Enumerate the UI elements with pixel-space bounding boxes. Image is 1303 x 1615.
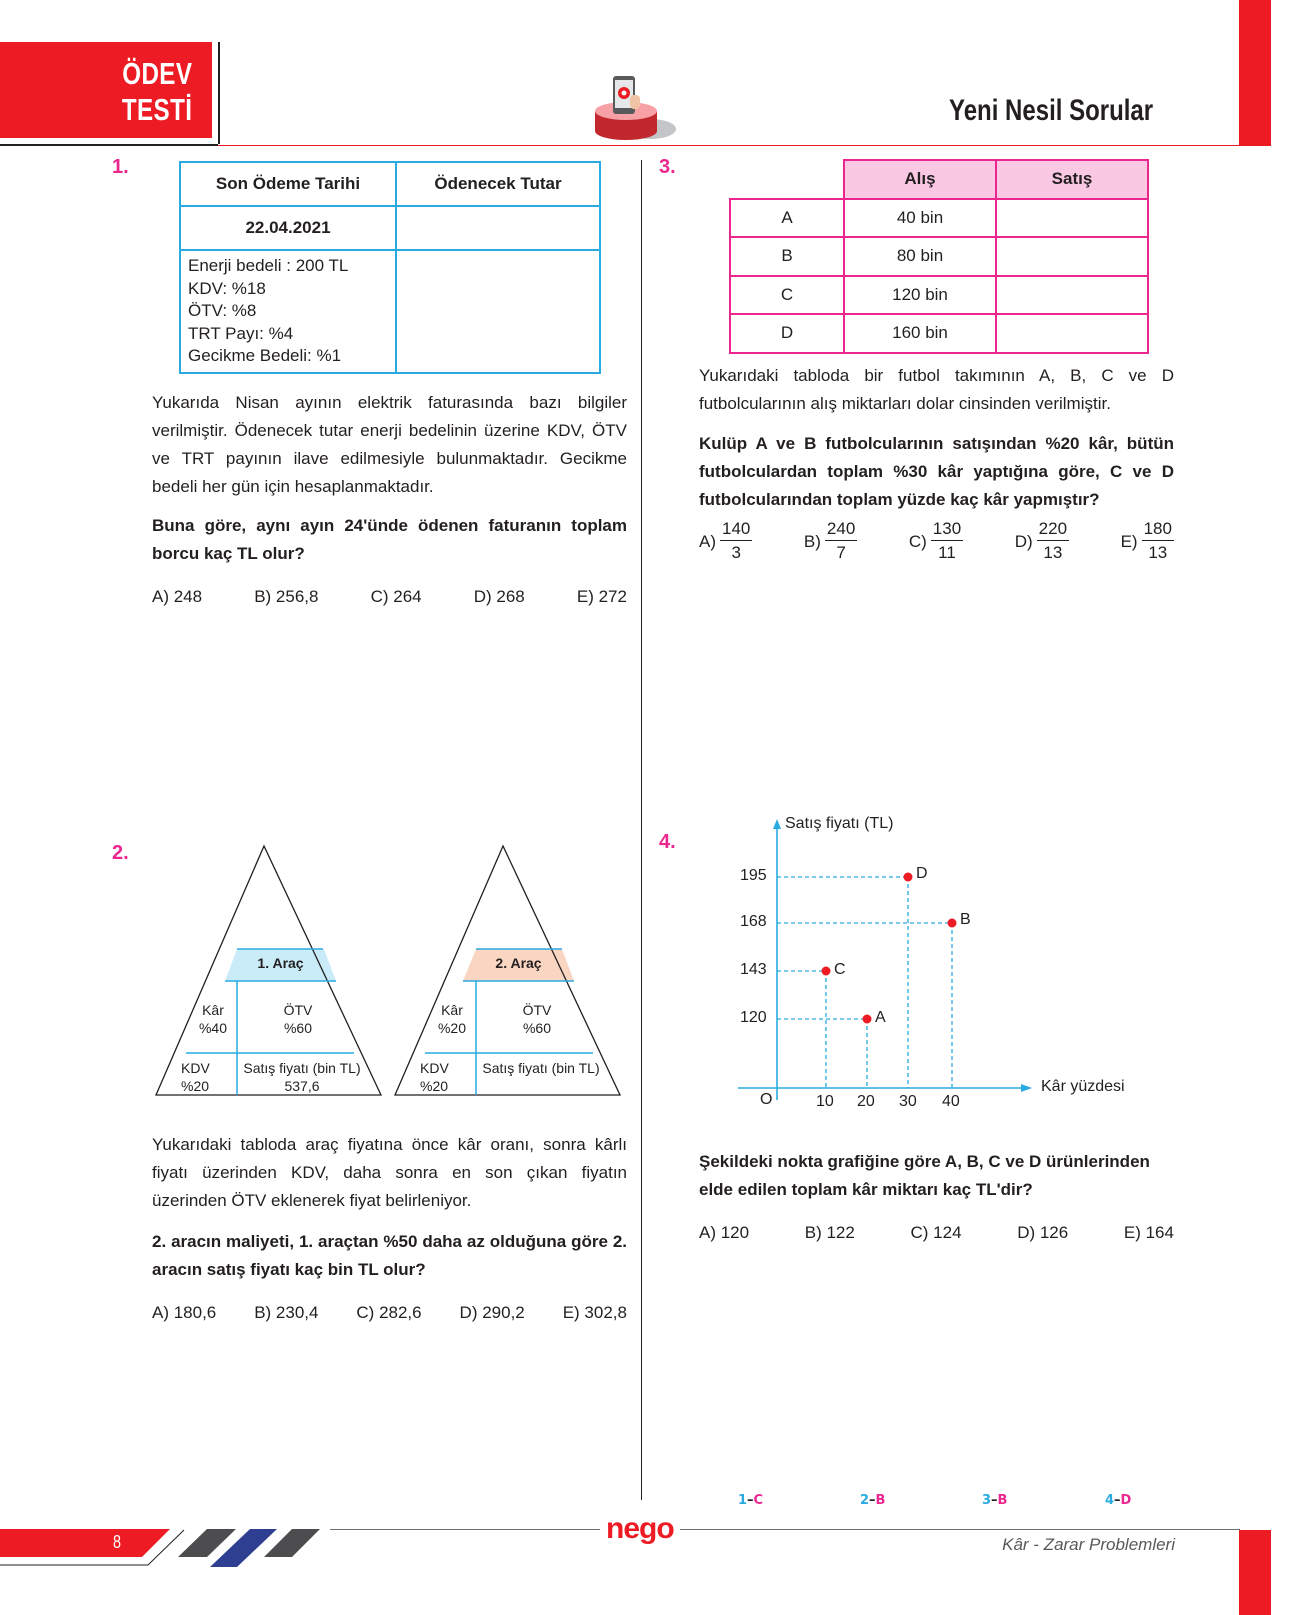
question-1-prompt: Buna göre, aynı ayın 24'ünde ödenen faturanın toplam borcu kaç TL olur?	[152, 516, 627, 563]
choice-d[interactable]: D) 290,2	[459, 1303, 525, 1322]
y-axis-label: Satış fiyatı (TL)	[785, 815, 894, 832]
answer-key-1: 1–C	[738, 1493, 764, 1508]
question-3-choices	[699, 518, 1174, 565]
x-tick: 20	[857, 1093, 875, 1110]
fraction: $\frac{130}{11}$	[932, 519, 962, 562]
table-header-satis: Satış	[996, 160, 1148, 199]
point-label-d: D	[916, 865, 928, 882]
x-tick: 40	[942, 1093, 960, 1110]
x-tick: 10	[816, 1093, 834, 1110]
choice-a[interactable]: A) 248	[152, 587, 203, 606]
right-edge-bar	[1239, 0, 1271, 146]
vehicle-2-price: Satış fiyatı (bin TL)	[482, 1060, 600, 1076]
table-row: B 80 bin	[730, 237, 1148, 276]
table-row: D 160 bin	[730, 314, 1148, 353]
fraction: $\frac{220}{13}$	[1038, 519, 1068, 562]
page-number: 8	[113, 1532, 122, 1552]
fraction: $\frac{140}{3}$	[722, 519, 751, 562]
choice-c[interactable]: C) 124	[910, 1223, 962, 1242]
vehicle-1-price: Satış fiyatı (bin TL) 537,6	[243, 1060, 361, 1094]
section-title: Yeni Nesil Sorular	[948, 94, 1153, 127]
header-badge-border	[218, 42, 220, 144]
detail-otv: ÖTV: %8	[188, 301, 257, 320]
header-badge-text: ÖDEV TESTİ	[121, 56, 192, 127]
detail-trt: TRT Payı: %4	[188, 323, 294, 343]
choice-d[interactable]: D) $\frac{220}{13}$	[1015, 518, 1069, 565]
table-row: C 120 bin	[730, 276, 1148, 315]
players-table	[729, 159, 1149, 354]
scatter-chart	[730, 815, 1150, 1115]
choice-d[interactable]: D) 126	[1017, 1223, 1069, 1242]
header-badge	[0, 42, 212, 138]
table-header-amount: Ödenecek Tutar	[396, 162, 600, 206]
choice-e[interactable]: E) 164	[1123, 1223, 1174, 1242]
vehicle-2-profit: Kâr %20	[437, 1002, 467, 1036]
vehicle-2-otv: ÖTV %60	[522, 1002, 552, 1036]
bill-details	[180, 250, 396, 373]
question-4-number: 4.	[659, 831, 676, 853]
answer-key-3: 3–B	[982, 1493, 1008, 1508]
choice-c[interactable]: C) 264	[370, 587, 422, 606]
choice-e[interactable]: E) 272	[576, 587, 627, 606]
question-3-prompt: Kulüp A ve B futbolcularının satışından %20 kâr, bütün futbolculardan toplam %30 kâr yaptığına göre, C ve D futbolcularından toplam yüzde kaç kâr yapmıştır?	[699, 434, 1174, 509]
question-4-choices	[699, 1223, 1174, 1243]
choice-b[interactable]: B) $\frac{240}{7}$	[804, 518, 857, 565]
question-2-number: 2.	[112, 842, 129, 864]
detail-late-fee: Gecikme Bedeli: %1	[188, 346, 342, 365]
publisher-logo: nego	[600, 1512, 680, 1546]
answer-key-4: 4–D	[1105, 1493, 1132, 1508]
column-divider	[641, 160, 642, 1500]
point-label-c: C	[834, 961, 846, 978]
choice-b[interactable]: B) 122	[804, 1223, 855, 1242]
header-rule-left	[0, 144, 218, 146]
question-3-text: Yukarıdaki tabloda bir futbol takımının A, B, C ve D futbolcularının alış miktarları dolar cinsinden verilmiştir.	[699, 366, 1174, 413]
vehicle-pyramids	[153, 843, 623, 1103]
point-label-b: B	[960, 911, 971, 928]
vehicle-1-title: 1. Araç	[257, 955, 304, 971]
choice-a[interactable]: A) 120	[699, 1223, 750, 1242]
y-tick: 195	[740, 867, 767, 884]
details-empty-cell	[396, 250, 600, 373]
choice-c[interactable]: C) $\frac{130}{11}$	[909, 518, 963, 565]
vehicle-2-title: 2. Araç	[495, 955, 542, 971]
table-header-alis: Alış	[844, 160, 996, 199]
y-tick: 120	[740, 1009, 767, 1026]
vehicle-2-kdv: KDV %20	[420, 1060, 449, 1094]
bill-table	[179, 161, 601, 374]
footer-stripes	[0, 1529, 330, 1569]
fraction: $\frac{180}{13}$	[1143, 519, 1172, 562]
answer-key-2: 2–B	[860, 1493, 886, 1508]
question-1-choices	[152, 587, 627, 607]
fraction: $\frac{240}{7}$	[826, 519, 856, 562]
y-tick: 168	[740, 913, 767, 930]
question-2-text: Yukarıdaki tabloda araç fiyatına önce kâr oranı, sonra kârlı fiyatı üzerinden KDV, daha sonra en son çıkan fiyatın üzerinden ÖTV eklenerek fiyat belirleniyor.	[152, 1135, 627, 1210]
question-2-choices	[152, 1303, 627, 1323]
vehicle-1-otv: ÖTV %60	[283, 1002, 313, 1036]
question-3-number: 3.	[659, 156, 676, 178]
point-label-a: A	[875, 1009, 886, 1026]
choice-e[interactable]: E) 302,8	[562, 1303, 627, 1322]
vehicle-1-profit: Kâr %40	[198, 1002, 228, 1036]
question-1-text: Yukarıda Nisan ayının elektrik faturasında bazı bilgiler verilmiştir. Ödenecek tutar enerji bedelinin üzerine KDV, ÖTV ve TRT payının ilave edilmesiyle bulunmaktadır. Gecikme bedeli her gün için hesaplanmaktadır.	[152, 393, 627, 496]
amount-empty-cell	[396, 206, 600, 250]
question-2-prompt: 2. aracın maliyeti, 1. araçtan %50 daha az olduğuna göre 2. aracın satış fiyatı kaç bin TL olur?	[152, 1232, 627, 1279]
question-1-number: 1.	[112, 156, 129, 178]
y-tick: 143	[740, 961, 767, 978]
footer-subject: Kâr - Zarar Problemleri	[1002, 1535, 1175, 1554]
origin-label: O	[760, 1091, 773, 1108]
table-header-due-date: Son Ödeme Tarihi	[180, 162, 396, 206]
due-date-value: 22.04.2021	[180, 206, 396, 250]
vehicle-1-kdv: KDV %20	[181, 1060, 210, 1094]
footer-rule	[330, 1529, 1240, 1530]
right-edge-bar-bottom	[1239, 1530, 1271, 1615]
table-row: A 40 bin	[730, 199, 1148, 238]
choice-d[interactable]: D) 268	[473, 587, 525, 606]
choice-b[interactable]: B) 230,4	[254, 1303, 319, 1322]
x-axis-label: Kâr yüzdesi	[1041, 1078, 1125, 1095]
choice-b[interactable]: B) 256,8	[254, 587, 319, 606]
choice-a[interactable]: A) $\frac{140}{3}$	[699, 518, 752, 565]
choice-a[interactable]: A) 180,6	[152, 1303, 217, 1322]
x-tick: 30	[899, 1093, 917, 1110]
choice-e[interactable]: E) $\frac{180}{13}$	[1121, 518, 1174, 565]
choice-c[interactable]: C) 282,6	[356, 1303, 422, 1322]
phone-on-podium-icon	[588, 73, 688, 143]
question-4-prompt: Şekildeki nokta grafiğine göre A, B, C ve D ürünlerinden elde edilen toplam kâr miktarı kaç TL'dir?	[699, 1152, 1150, 1199]
detail-energy: Enerji bedeli : 200 TL	[188, 256, 349, 275]
detail-kdv: KDV: %18	[188, 278, 266, 298]
